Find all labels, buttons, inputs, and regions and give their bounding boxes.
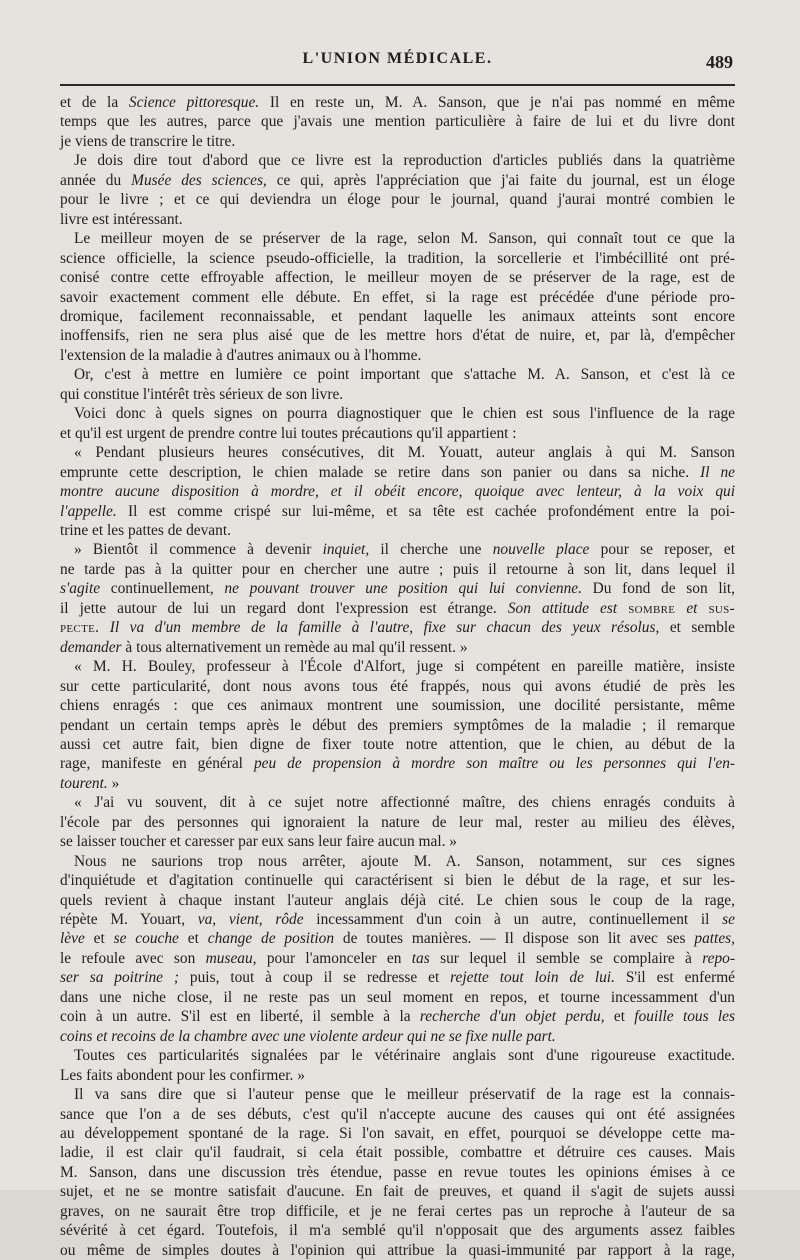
text-line [60,540,735,559]
text-line [60,696,735,715]
text-segment: Du fond de son lit, [582,580,735,598]
text-segment: M. Sanson, dans une discussion très étendue, passe en revue toutes les opinions émises à ce [60,1163,735,1181]
text-line [60,210,735,229]
text-line [60,716,735,735]
text-line [60,93,735,112]
text-segment: sujet, et ne se montre satisfait d'aucune. En fait de preuves, et quand il s'agit de sujets aussi [60,1183,735,1201]
text-line [60,385,735,404]
small-caps-text: pecte. [60,619,100,637]
text-line [60,599,735,618]
text-segment: ne tarde pas à la quitter pour en chercher une autre ; puis il retourne à son lit, dans lequel il [60,560,735,578]
text-segment: qui constitue l'intérêt très sérieux de son livre. [60,385,344,403]
text-segment: Il est comme crispé sur lui-même, et sa tête est cachée profondément entre la poi- [116,502,735,520]
text-line [60,1124,735,1143]
text-segment: savoir exactement comment elle débute. En effet, si la rage est précédée d'une période pro- [60,288,735,306]
text-segment: et [178,930,208,948]
text-line [60,151,735,170]
italic-text: Il ne [700,463,735,481]
text-segment: se laisser toucher et caresser par eux sans leur faire aucun mal. » [60,833,457,851]
text-segment: Nous ne saurions trop nous arrêter, ajoute M. A. Sanson, notamment, sur ces signes [74,852,735,870]
text-segment: livre est intéressant. [60,210,183,228]
text-line [60,229,735,248]
text-segment: » Bientôt il commence à devenir [74,541,323,559]
text-segment: et [604,1008,635,1026]
text-line [60,871,735,890]
text-segment: à tous alternativement un remède au mal qu'il ressent. » [121,638,468,656]
text-line [60,560,735,579]
text-segment: « J'ai vu souvent, dit à ce sujet notre affectionné maître, des chiens enragés conduits à [74,794,735,812]
text-segment: Toutes ces particularités signalées par le vétérinaire anglais sont d'une rigoureuse exactitude. [74,1047,735,1065]
text-line [60,1163,735,1182]
italic-text: ser sa poitrine ; [60,969,180,987]
text-line [60,502,735,521]
text-segment: dans une niche close, il ne reste pas un seul moment en repos, et tourne incessamment d'un [60,988,735,1006]
italic-text: et [686,599,698,617]
text-segment: « M. H. Bouley, professeur à l'École d'Alfort, juge si compétent en pareille matière, insiste [74,658,735,676]
text-segment: année du [60,171,132,189]
text-segment: et de la [60,94,129,111]
text-segment: continuellement, [100,580,225,598]
text-segment: sance que l'on a de ses débuts, c'est qu'il n'accepte aucune des causes qui ont été assignées [60,1105,735,1123]
text-segment: emprunte cette description, le chien malade se retire dans son panier ou dans sa niche. [60,463,701,481]
text-line [60,891,735,910]
text-line [60,112,735,131]
italic-text: Science pittoresque. [128,94,260,111]
page-number: 489 [706,52,733,72]
text-segment: Les faits abondent pour les confirmer. » [60,1066,305,1084]
italic-text: pattes, [694,930,736,948]
italic-text: demander [60,638,122,656]
text-segment: sur lequel il semble se complaire à [429,949,703,967]
italic-text: repo- [702,949,735,967]
text-line [60,638,735,657]
text-segment: sévérité à cet égard. Toutefois, il m'a semblé qu'il n'opposait que des arguments assez faibles [60,1222,735,1240]
text-line [60,249,735,268]
text-line [60,774,735,793]
text-line [60,813,735,832]
text-line [60,657,735,676]
text-segment: Le meilleur moyen de se préserver de la rage, selon M. Sanson, qui connaît tout ce que la [74,230,735,248]
small-caps-text: sus- [708,599,736,617]
italic-text: inquiet, [322,541,370,559]
text-segment: science officielle, la science pseudo-officielle, la tradition, la sorcellerie et l'imbécillité ont pré- [60,249,735,267]
text-segment: aussi cet autre fait, bien digne de fixer toute notre attention, que le chien, au début de la [60,735,735,753]
text-line [60,754,735,773]
italic-text: tourent. [60,774,108,792]
text-segment: au développement spontané de la rage. Si l'on savait, en effet, pourquoi se développe cette ma- [60,1125,735,1143]
text-segment: d'inquiétude et d'agitation continuelle qui caractérisent si bien le début de la rage, et sur les- [60,872,735,890]
text-line [60,949,735,968]
text-line [60,307,735,326]
text-line [60,1105,735,1124]
text-segment: » [107,774,120,792]
text-segment: Il en reste un, M. A. Sanson, que je n'ai pas nommé en même [259,94,735,111]
text-segment: temps que les autres, parce que j'avais une mention particulière à faire de lui et du livre dont [60,113,735,131]
text-line [60,579,735,598]
italic-text: s'agite [60,580,101,598]
text-segment: l'école par des personnes qui ignoraient la nature de leur mal, rester au milieu des élèves, [60,813,735,831]
italic-text: museau, [205,949,257,967]
text-segment: Or, c'est à mettre en lumière ce point important que s'attache M. A. Sanson, et c'est là ce [74,366,735,384]
text-line [60,190,735,209]
text-segment: répète M. Youart, [60,911,198,929]
text-line [60,910,735,929]
italic-text: fouille tous les [634,1008,736,1026]
text-line [60,1066,735,1085]
text-line [60,443,735,462]
text-segment: puis, tout à coup il se redresse et [179,969,451,987]
text-line [60,735,735,754]
text-segment: rage, manifeste en général [60,755,254,773]
italic-text: se [722,911,735,929]
text-segment: ce qui, après l'appréciation que j'ai faite du journal, est un éloge [266,171,735,189]
text-segment: sur cette particularité, dont nous avons tous été frappés, nous qui avons étudié de près les [60,677,735,695]
text-segment: il jette autour de lui un regard dont l'expression est étrange. [60,599,508,617]
text-line [60,132,735,151]
text-line [60,288,735,307]
text-segment: ou même de simples doutes à l'opinion qui attribue la quasi-immunité par rapport à la rage, [60,1241,735,1259]
text-segment [675,600,686,617]
text-line [60,1221,735,1240]
italic-text: ne pouvant trouver une position qui lui convienne. [224,580,582,598]
italic-text: Son attitude est [507,599,618,617]
text-line [60,618,735,637]
italic-text: Il va d'un membre de la famille à l'autre, fixe sur chacun des yeux résolus, [109,619,660,637]
text-line [60,1182,735,1201]
text-line [60,346,735,365]
text-line [60,968,735,987]
italic-text: recherche d'un objet perdu, [419,1008,605,1026]
italic-text: peu de propension à mordre son maître ou les personnes qui l'en- [253,755,736,773]
text-line [60,1007,735,1026]
text-segment: ladie, il est clair qu'il faudrait, si cela était possible, combattre et détruire ces causes. Mais [60,1144,735,1162]
text-line [60,1085,735,1104]
text-segment: S'il est enfermé [614,969,735,987]
text-segment: pour se reposer, et [589,541,735,559]
text-line [60,424,735,443]
text-segment: chiens enragés : que ces animaux montrent une soumission, une docilité persistante, même [60,697,735,715]
italic-text: rejette tout loin de lui. [450,969,615,987]
text-line [60,677,735,696]
italic-text: montre aucune disposition à mordre, et il obéit encore, quoique avec lenteur, à la voix qui [60,483,735,501]
text-line [60,852,735,871]
text-segment: je viens de transcrire le titre. [60,132,236,150]
running-head [60,50,735,86]
italic-text: tas [411,949,430,967]
italic-text: Musée des sciences, [131,171,267,189]
text-line [60,832,735,851]
text-line [60,1027,735,1046]
text-line [60,521,735,540]
text-segment: Voici donc à quels signes on pourra diagnostiquer que le chien est sous l'influence de la rage [74,405,735,423]
journal-title: L'UNION MÉDICALE. [302,50,493,67]
text-segment: graves, on ne saurait être trop difficile, et je ne ferai certes pas un reproche à l'auteur de sa [60,1202,735,1220]
text-line [60,929,735,948]
italic-text: change de position [207,930,335,948]
text-line [60,404,735,423]
text-segment: pour l'amonceler en [256,949,412,967]
text-segment: trine et les pattes de devant. [60,521,231,539]
text-segment: incessamment d'un coin à un autre, continuellement il [303,911,723,929]
text-segment: Il va sans dire que si l'auteur pense que le meilleur préservatif de la rage est la connais- [74,1086,735,1104]
text-line [60,482,735,501]
small-caps-text: sombre [628,599,676,617]
text-segment: l'extension de la maladie à d'autres animaux ou à l'homme. [60,346,422,364]
text-segment: conisé contre cette effroyable affection, le meilleur moyen de se préserver de la rage, est de [60,269,735,287]
text-line [60,1241,735,1260]
text-line [60,268,735,287]
text-segment: inoffensifs, rien ne sera plus aisé que de les mettre hors d'état de nuire, et, par là, d'empêcher [60,327,735,345]
text-line [60,326,735,345]
text-segment [697,600,708,617]
italic-text: va, vient, rôde [197,911,304,929]
text-segment [617,600,628,617]
text-line [60,463,735,482]
text-segment: et semble [659,619,735,637]
text-line [60,793,735,812]
text-line [60,988,735,1007]
text-segment: et qu'il est urgent de prendre contre lui toutes précautions qu'il appartient : [60,424,517,442]
text-segment: quels revient à chaque instant l'auteur anglais déjà cité. Le chien sous le coup de la rage, [60,891,735,909]
text-line [60,1046,735,1065]
text-segment: dromique, facilement reconnaissable, et pendant laquelle les animaux atteints sont encore [60,307,735,325]
text-segment: « Pendant plusieurs heures consécutives, dit M. Youatt, auteur anglais à qui M. Sanson [74,444,735,462]
text-segment: coin à un autre. S'il est en liberté, il semble à la [60,1008,420,1026]
text-line [60,171,735,190]
text-segment: pour le livre ; et ce qui deviendra un éloge pour le journal, quand j'aurai montré combien le [60,191,735,209]
text-segment: le refoule avec son [60,949,206,967]
italic-text: lève [60,930,85,948]
text-segment [99,619,109,636]
text-line [60,1143,735,1162]
article-body [60,93,735,1260]
text-line [60,1202,735,1221]
italic-text: coins et recoins de la chambre avec une violente ardeur qui ne se fixe nulle part. [60,1027,556,1045]
text-segment: pendant un certain temps après le début des premiers symptômes de la maladie ; il remarque [60,716,735,734]
italic-text: l'appelle. [60,502,117,520]
italic-text: se couche [113,930,179,948]
text-segment: Je dois dire tout d'abord que ce livre est la reproduction d'articles publiés dans la quatrième [74,152,735,170]
text-segment: et [84,930,114,948]
text-line [60,365,735,384]
italic-text: nouvelle place [492,541,590,559]
text-segment: de toutes manières. — Il dispose son lit avec ses [334,930,695,948]
text-segment: il cherche une [369,541,493,559]
